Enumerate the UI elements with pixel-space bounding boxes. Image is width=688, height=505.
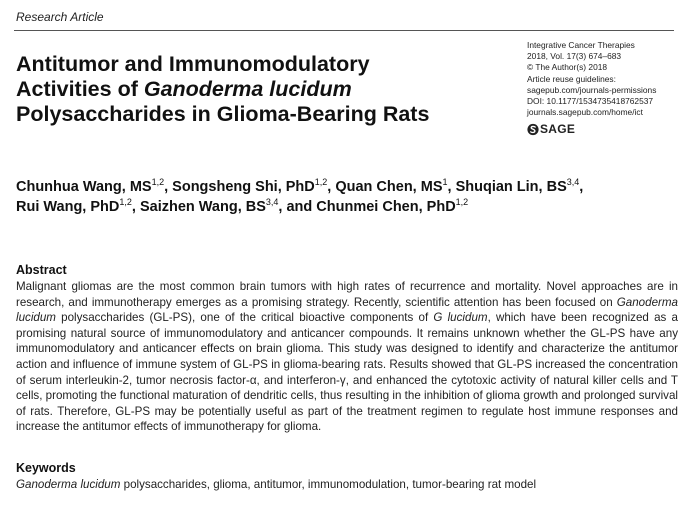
keywords-text: Ganoderma lucidum polysaccharides, glioma, antitumor, immunomodulation, tumor-bearing rat model [16, 478, 537, 491]
journal-volume: 2018, Vol. 17(3) 674–683 [527, 51, 622, 62]
article-title [16, 52, 516, 127]
sage-logo [527, 122, 575, 136]
author-affiliation: 1,2 [151, 177, 165, 188]
author-affiliation: 3,4 [265, 197, 279, 208]
journal-home-link[interactable]: journals.sagepub.com/home/ict [527, 107, 643, 118]
author: Saizhen Wang, BS$^{3,4}$ [139, 197, 279, 215]
copyright: © The Author(s) 2018 [527, 62, 608, 73]
author-list: Chunhua Wang, MS$^{1,2}$, Songsheng Shi, PhD$^{1,2}$, Quan Chen, $MS^1$, Shuqian Lin, BS$^{3,4}$, Rui Wang, PhD$^{1,2}$, Saizhen Wang, BS$^{3,4}$, and Chunmei Chen, PhD$^{1,2}$ [16, 177, 584, 215]
author: Chunmei Chen, PhD$^{1,2}$ [316, 197, 469, 215]
keywords-heading: Keywords [16, 461, 76, 475]
author-affiliation: 1,2 [455, 197, 469, 208]
title-line-3: Polysaccharides in Glioma-Bearing Rats [16, 102, 430, 126]
reuse-guidelines-label: Article reuse guidelines: [527, 73, 616, 84]
author-affiliation: 1,2 [119, 197, 132, 208]
abstract-heading: Abstract [16, 263, 67, 277]
permissions-link[interactable]: sagepub.com/journals-permissions [527, 84, 657, 95]
author: Songsheng Shi, PhD$^{1,2}$ [172, 177, 328, 195]
journal-info [527, 40, 682, 118]
sage-logo-text: SAGE [540, 122, 576, 136]
journal-name: Integrative Cancer Therapies [527, 40, 635, 50]
doi[interactable]: DOI: 10.1177/1534735418762537 [527, 96, 654, 107]
abstract-text: Malignant gliomas are the most common brain tumors with high rates of recurrence and mortality. Novel approaches are in research, and immunotherapy emerges as a promising strategy. Recently, scientific attention has been focused on Ganoderma lucidum polysaccharides (GL-PS), one of the critical bioactive components of G lucidum, which have been recognized as a promising natural source of immunomodulatory and anticancer compounds. It remains unknown whether the GL-PS have any immunomodulatory and anticancer effects on brain glioma. This study was designed to identify and characterize the antitumor action and influence of immune system of GL-PS in glioma-bearing rats. Results showed that GL-PS increased the concentration of serum interleukin-2, tumor necrosis factor-α, and interferon-γ, and enhanced the cytotoxic activity of natural killer cells and T cells, promoting the functional maturation of dendritic cells, thus resulting in the inhibition of glioma growth and prolonged survival of rats. Therefore, GL-PS may be potentially useful as part of the treatment regimen to regulate host immune responses and increase the antitumor effects of immunotherapy for glioma. [16, 280, 678, 434]
author-affiliation: 3,4 [566, 177, 580, 188]
author: Quan Chen, $MS^1$ [335, 177, 448, 195]
author: Chunhua Wang, MS$^{1,2}$ [16, 177, 165, 195]
title-line-1: Antitumor and Immunomodulatory [16, 52, 370, 76]
article-type-label: Research Article [16, 10, 104, 24]
author: Rui Wang, PhD$^{1,2}$ [16, 197, 132, 215]
author-affiliation: 1 [442, 177, 448, 188]
author: Shuqian Lin, BS$^{3,4}$ [455, 177, 580, 195]
author-affiliation: 1,2 [314, 177, 328, 188]
header-divider [14, 30, 674, 31]
title-line-2-prefix: Activities of [16, 77, 144, 101]
sage-logo-icon [527, 123, 539, 136]
title-species-name: Ganoderma lucidum [143, 77, 352, 101]
title-line-2 [16, 77, 516, 102]
